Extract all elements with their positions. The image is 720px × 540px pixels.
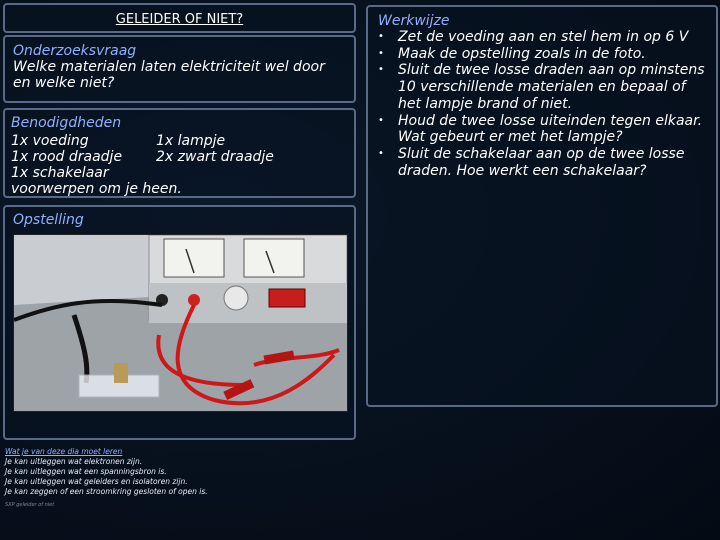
- title-panel: [3, 3, 356, 33]
- materials-heading: Benodigdheden: [11, 115, 122, 131]
- bullet-icon: •: [378, 147, 384, 159]
- material-item: 1x lampje: [156, 133, 226, 149]
- learning-goals: [5, 447, 208, 497]
- research-question-text: Welke materialen laten elektriciteit wel door en welke niet?: [13, 59, 325, 91]
- method-step: • Houd de twee losse uiteinden tegen elkaar. Wat gebeurt er met het lampje?: [378, 112, 703, 146]
- bullet-icon: •: [378, 114, 384, 126]
- learning-goal: Je kan uitleggen wat een spanningsbron is.: [5, 467, 167, 476]
- method-heading: Werkwijze: [378, 13, 450, 29]
- research-question-heading: Onderzoeksvraag: [13, 43, 137, 59]
- material-item: 2x zwart draadje: [156, 149, 274, 165]
- method-step: • Sluit de schakelaar aan op de twee losse draden. Hoe werkt een schakelaar?: [378, 145, 685, 179]
- learning-goal: Je kan uitleggen wat geleiders en isolatoren zijn.: [5, 477, 188, 486]
- slide-title: GELEIDER OF NIET?: [115, 12, 244, 27]
- setup-photo: [13, 234, 348, 412]
- learning-goal: Je kan zeggen of een stroomkring gesloten of open is.: [5, 487, 208, 496]
- setup-heading: Opstelling: [13, 212, 84, 228]
- method-step: • Sluit de twee losse draden aan op minstens 10 verschillende materialen en bepaal of het lampje brand of niet.: [378, 62, 705, 112]
- learning-goals-heading: Wat je van deze dia moet leren: [5, 447, 123, 456]
- method-panel: [366, 5, 718, 407]
- method-step: • Zet de voeding aan en stel hem in op 6 V: [378, 29, 689, 45]
- learning-goal: Je kan uitleggen wat elektronen zijn.: [5, 457, 143, 466]
- bullet-icon: •: [378, 64, 384, 76]
- research-question-panel: [3, 35, 356, 103]
- material-item: 1x schakelaar: [11, 165, 109, 181]
- bullet-icon: •: [378, 31, 384, 42]
- materials-grid: [11, 133, 348, 165]
- material-item: 1x voeding: [11, 133, 89, 149]
- bullet-icon: •: [378, 47, 384, 59]
- material-item: voorwerpen om je heen.: [11, 181, 182, 197]
- setup-panel: [3, 205, 356, 440]
- material-item: 1x rood draadje: [11, 149, 123, 165]
- method-steps: [378, 29, 706, 179]
- materials-panel: [3, 108, 356, 198]
- footer-label: SXP geleider of niet: [5, 502, 55, 508]
- method-step: • Maak de opstelling zoals in de foto.: [378, 45, 646, 62]
